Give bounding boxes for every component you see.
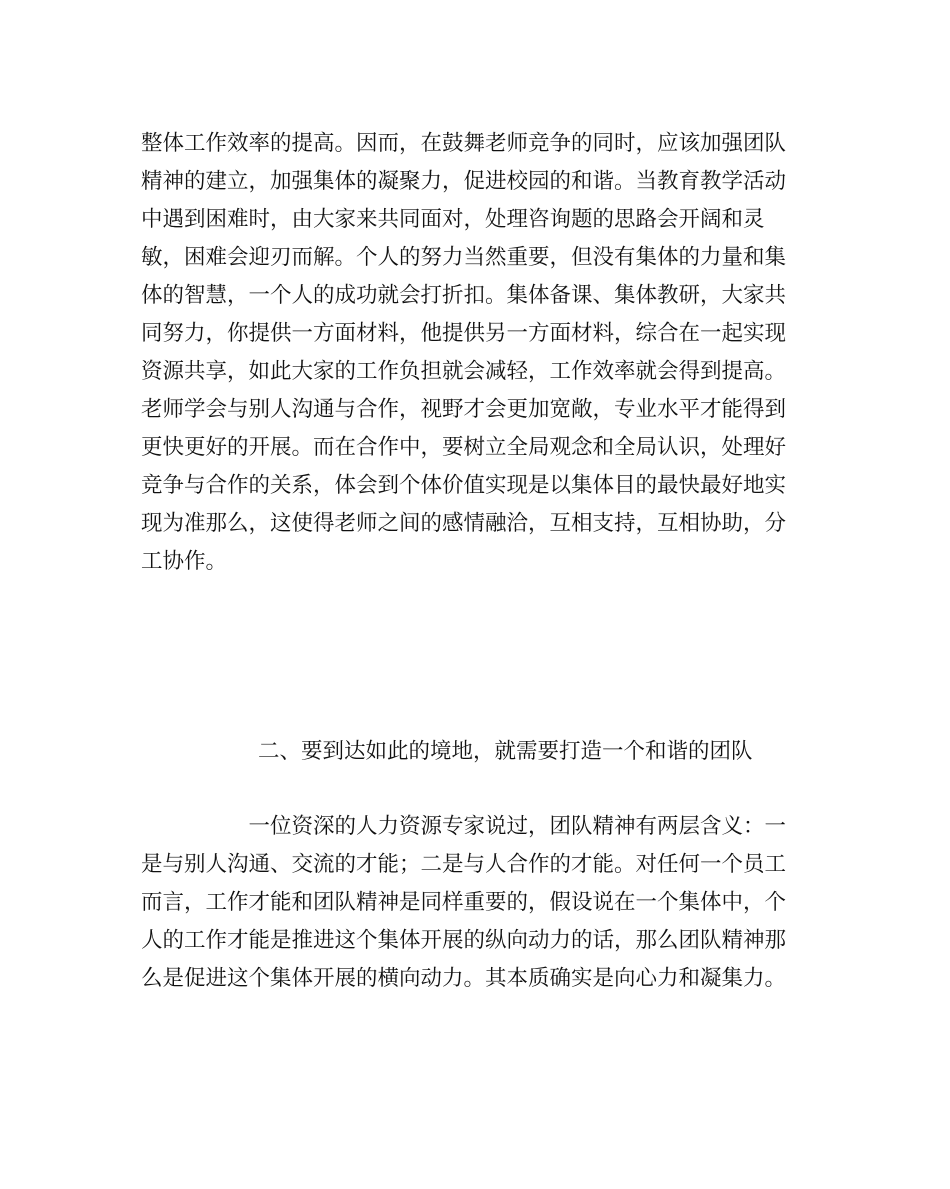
- paragraph-line: 资源共享，如此大家的工作负担就会减轻，工作效率就会得到提高。: [141, 359, 787, 384]
- paragraph-line: 同努力，你提供一方面材料，他提供另一方面材料，综合在一起实现: [141, 321, 787, 346]
- paragraph-line: 工协作。: [141, 549, 228, 574]
- paragraph-line: 现为准那么，这使得老师之间的感情融洽，互相支持，互相协助，分: [141, 511, 787, 536]
- paragraph-line: 精神的建立，加强集体的凝聚力，促进校园的和谐。当教育教学活动: [141, 169, 787, 194]
- paragraph-line: 更快更好的开展。而在合作中，要树立全局观念和全局认识，处理好: [141, 435, 787, 460]
- paragraph-line: 竞争与合作的关系，体会到个体价值实现是以集体目的最快最好地实: [141, 473, 787, 498]
- section-heading: [258, 733, 753, 771]
- paragraph-line: 中遇到困难时，由大家来共同面对，处理咨询题的思路会开阔和灵: [141, 207, 765, 232]
- paragraph-line: 是与别人沟通、交流的才能；二是与人合作的才能。对任何一个员工: [141, 852, 787, 877]
- paragraph-line: 而言，工作才能和团队精神是同样重要的，假设说在一个集体中，个: [141, 890, 787, 915]
- paragraph-line: 体的智慧，一个人的成功就会打折扣。集体备课、集体教研，大家共: [141, 283, 787, 308]
- body-paragraph-1: [141, 125, 786, 581]
- section-heading-text: 二、要到达如此的境地，就需要打造一个和谐的团队: [258, 739, 753, 764]
- paragraph-line: 人的工作才能是推进这个集体开展的纵向动力的话，那么团队精神那: [141, 928, 787, 953]
- body-paragraph-2: [141, 808, 786, 998]
- paragraph-line: 整体工作效率的提高。因而，在鼓舞老师竞争的同时，应该加强团队: [141, 131, 787, 156]
- paragraph-line: 一位资深的人力资源专家说过，团队精神有两层含义：一: [141, 814, 787, 839]
- paragraph-line: 么是促进这个集体开展的横向动力。其本质确实是向心力和凝集力。: [141, 966, 787, 991]
- paragraph-line: 老师学会与别人沟通与合作，视野才会更加宽敞，专业水平才能得到: [141, 397, 787, 422]
- paragraph-line: 敏，困难会迎刃而解。个人的努力当然重要，但没有集体的力量和集: [141, 245, 787, 270]
